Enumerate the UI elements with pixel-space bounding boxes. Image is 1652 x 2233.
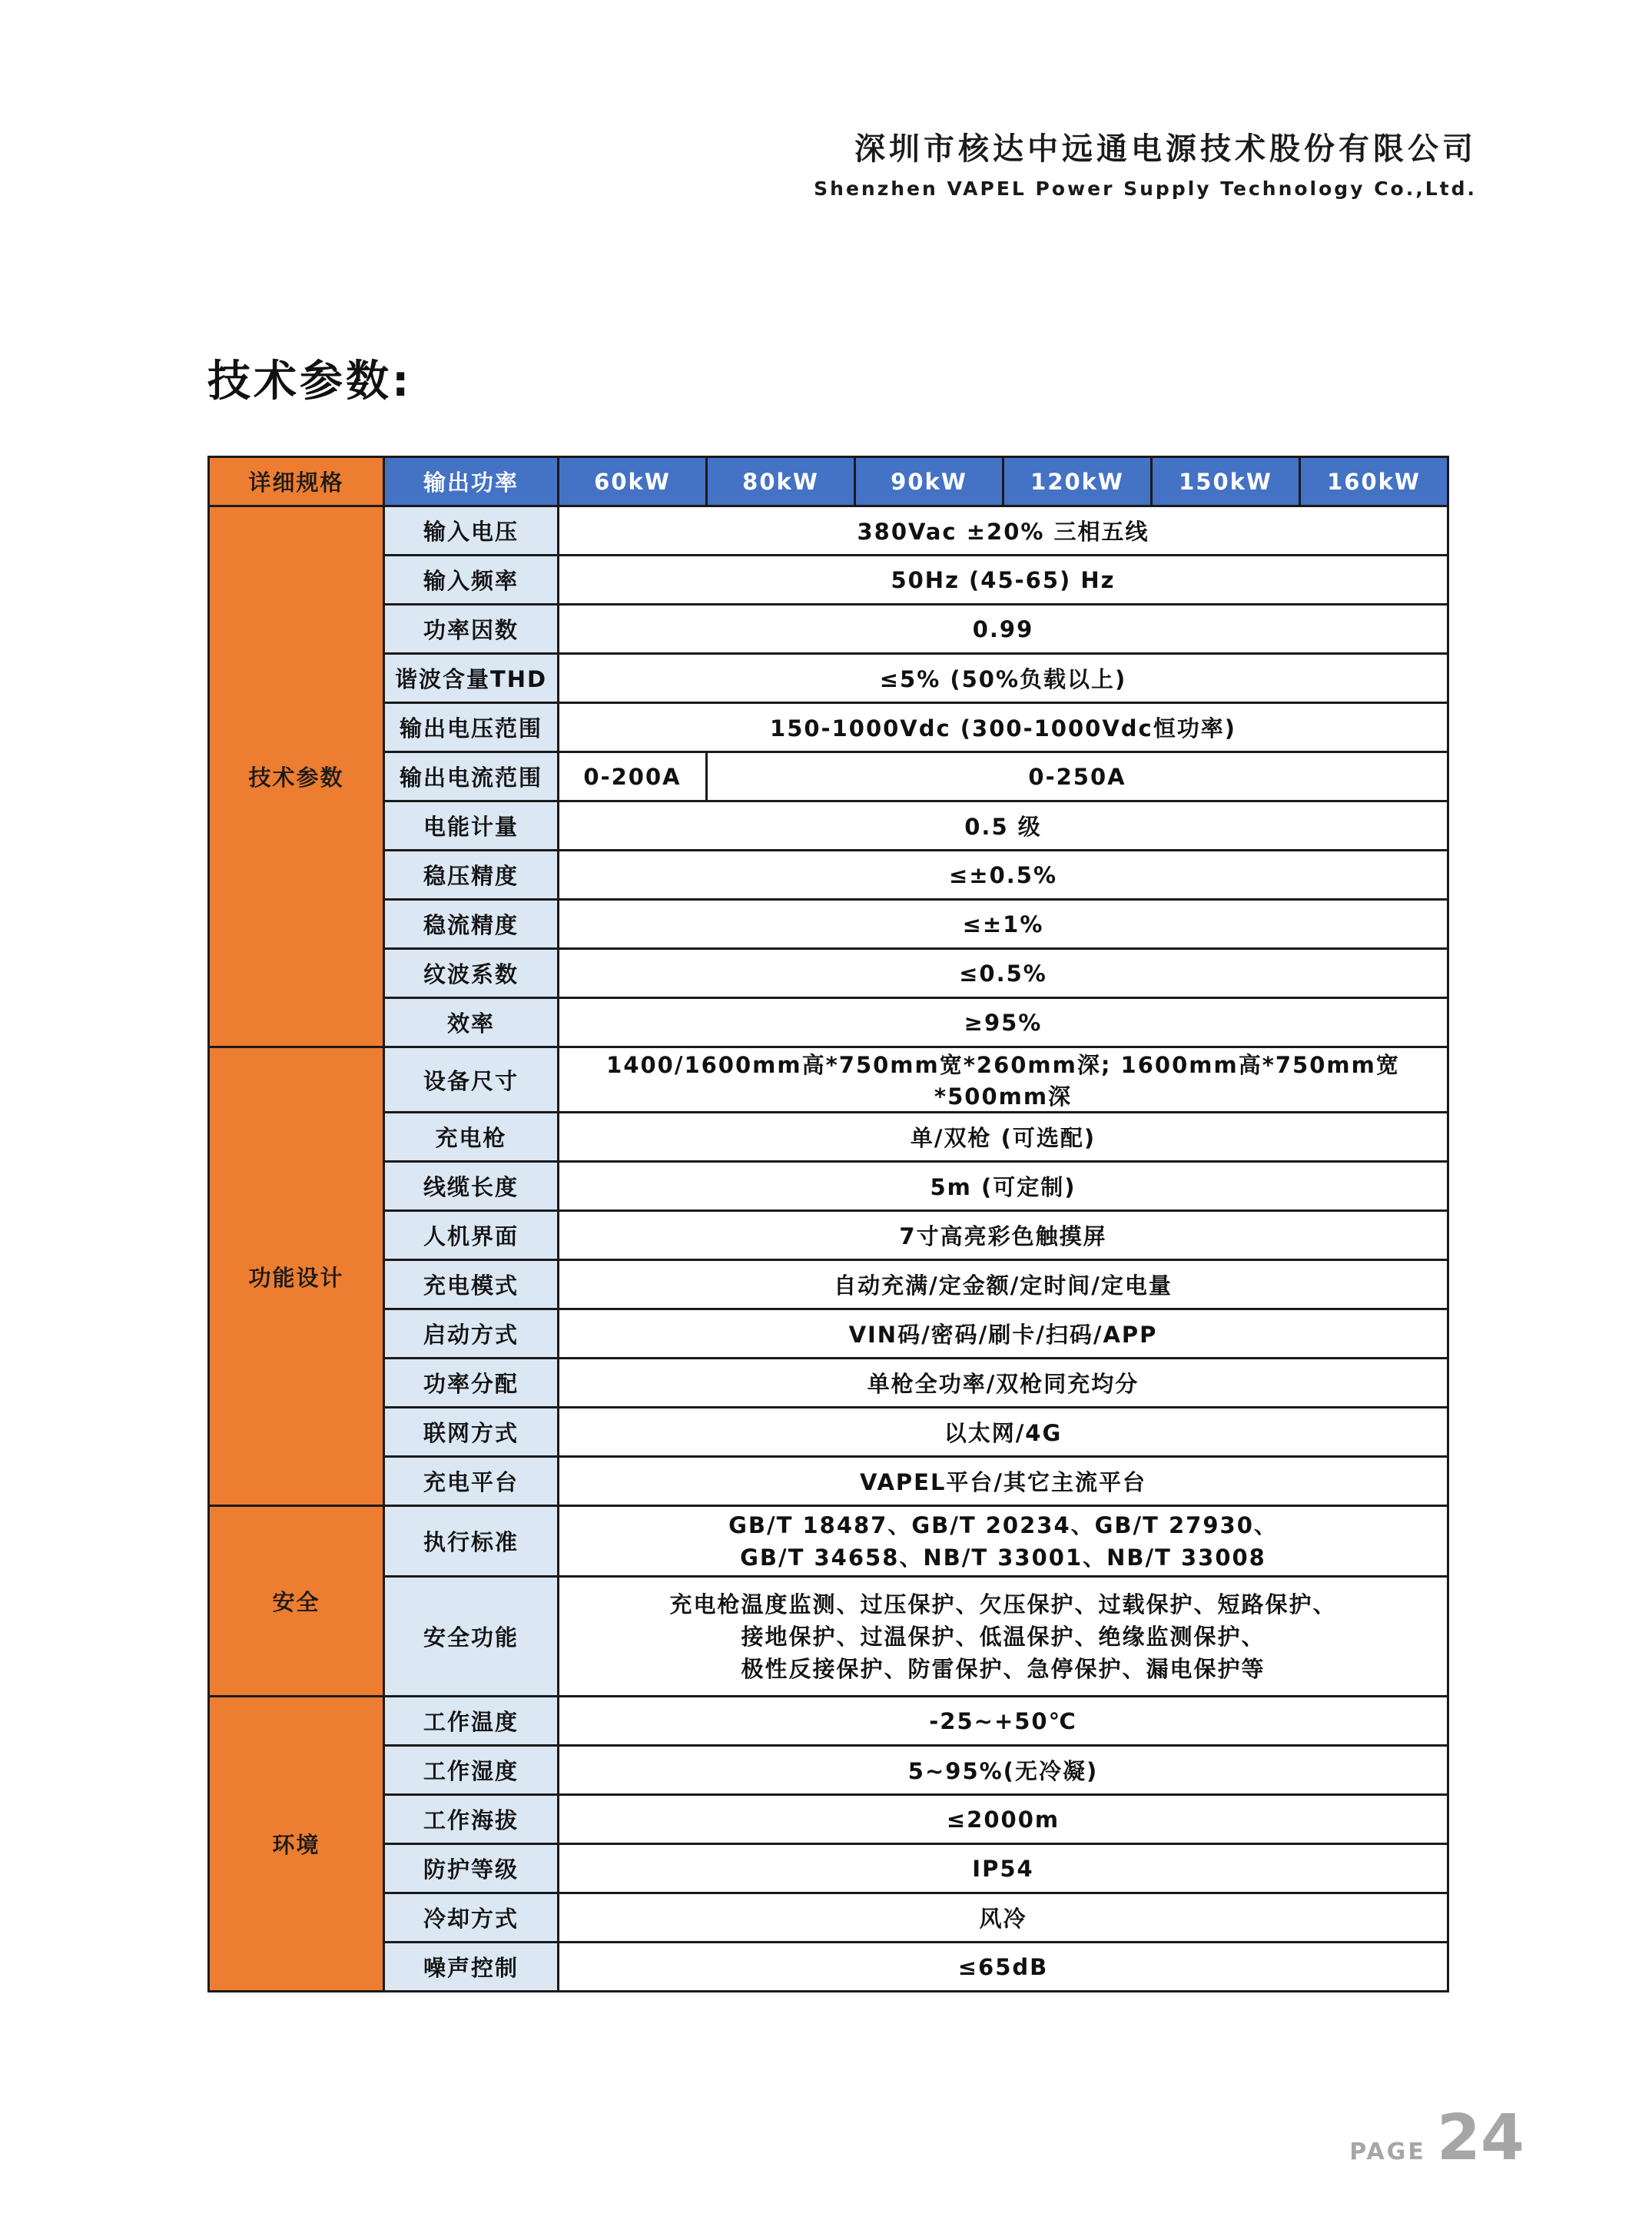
param-cell: 输出电压范围 — [384, 703, 559, 752]
param-cell: 工作海拔 — [384, 1795, 559, 1844]
table-row — [209, 900, 1448, 949]
model-header-cell: 150kW — [1152, 457, 1300, 506]
param-cell: 效率 — [384, 998, 559, 1047]
company-name-en: Shenzhen VAPEL Power Supply Technology Co.,Ltd. — [814, 178, 1477, 200]
param-cell: 纹波系数 — [384, 949, 559, 998]
table-row — [209, 752, 1448, 801]
model-header-cell: 60kW — [559, 457, 707, 506]
value-line: 极性反接保护、防雷保护、急停保护、漏电保护等 — [741, 1655, 1266, 1682]
value-cell: -25~+50℃ — [559, 1697, 1448, 1746]
value-cell: 单枪全功率/双枪同充均分 — [559, 1359, 1448, 1408]
table-row — [209, 1211, 1448, 1260]
table-row — [209, 1746, 1448, 1795]
page-label: PAGE — [1349, 2138, 1426, 2165]
param-cell: 设备尺寸 — [384, 1047, 559, 1113]
value-cell: 0.99 — [559, 605, 1448, 654]
param-cell: 执行标准 — [384, 1506, 559, 1577]
value-cell: 150-1000Vdc (300-1000Vdc恒功率) — [559, 703, 1448, 752]
param-cell: 充电枪 — [384, 1113, 559, 1162]
value-cell: 380Vac ±20% 三相五线 — [559, 506, 1448, 556]
model-header-cell: 80kW — [707, 457, 855, 506]
param-cell: 启动方式 — [384, 1309, 559, 1359]
value-cell: ≤65dB — [559, 1943, 1448, 1992]
table-row — [209, 1260, 1448, 1309]
table-row — [209, 556, 1448, 605]
param-cell: 人机界面 — [384, 1211, 559, 1260]
table-row — [209, 1457, 1448, 1506]
param-cell: 线缆长度 — [384, 1162, 559, 1211]
table-row — [209, 703, 1448, 752]
value-cell: 5~95%(无冷凝) — [559, 1746, 1448, 1795]
table-row — [209, 851, 1448, 900]
table-row — [209, 1359, 1448, 1408]
value-cell: 0.5 级 — [559, 801, 1448, 851]
param-cell: 噪声控制 — [384, 1943, 559, 1992]
value-line: 接地保护、过温保护、低温保护、绝缘监测保护、 — [741, 1623, 1266, 1650]
param-cell: 功率因数 — [384, 605, 559, 654]
value-line: GB/T 34658、NB/T 33001、NB/T 33008 — [740, 1544, 1266, 1571]
table-header-row — [209, 457, 1448, 506]
table-row — [209, 1697, 1448, 1746]
value-cell: 风冷 — [559, 1893, 1448, 1943]
table-row — [209, 654, 1448, 703]
param-cell: 输入电压 — [384, 506, 559, 556]
param-cell: 输出电流范围 — [384, 752, 559, 801]
table-row — [209, 1162, 1448, 1211]
table-row — [209, 801, 1448, 851]
table-row — [209, 1844, 1448, 1893]
value-cell: 5m (可定制) — [559, 1162, 1448, 1211]
table-row — [209, 1408, 1448, 1457]
param-cell: 充电模式 — [384, 1260, 559, 1309]
table-row — [209, 1893, 1448, 1943]
value-cell-other-models: 0-250A — [707, 752, 1448, 801]
value-cell: VAPEL平台/其它主流平台 — [559, 1457, 1448, 1506]
value-cell: ≤5% (50%负载以上) — [559, 654, 1448, 703]
value-cell: ≤0.5% — [559, 949, 1448, 998]
value-cell: 1400/1600mm高*750mm宽*260mm深; 1600mm高*750mm宽*500mm深 — [559, 1047, 1448, 1113]
header-param-cell: 输出功率 — [384, 457, 559, 506]
page-number-value: 24 — [1436, 2102, 1524, 2175]
value-cell: ≥95% — [559, 998, 1448, 1047]
table-row — [209, 1113, 1448, 1162]
param-cell: 安全功能 — [384, 1577, 559, 1697]
table-row — [209, 1506, 1448, 1577]
model-header-cell: 120kW — [1003, 457, 1152, 506]
table-row — [209, 605, 1448, 654]
value-line: 充电枪温度监测、过压保护、欠压保护、过载保护、短路保护、 — [669, 1591, 1337, 1618]
value-cell-60kw: 0-200A — [559, 752, 707, 801]
spec-table — [207, 456, 1449, 1992]
value-cell — [559, 1506, 1448, 1577]
param-cell: 工作温度 — [384, 1697, 559, 1746]
table-row — [209, 949, 1448, 998]
category-cell: 环境 — [209, 1697, 384, 1992]
param-cell: 稳压精度 — [384, 851, 559, 900]
value-cell: VIN码/密码/刷卡/扫码/APP — [559, 1309, 1448, 1359]
value-cell: 7寸高亮彩色触摸屏 — [559, 1211, 1448, 1260]
param-cell: 工作湿度 — [384, 1746, 559, 1795]
table-row — [209, 1795, 1448, 1844]
value-cell — [559, 1577, 1448, 1697]
category-cell: 技术参数 — [209, 506, 384, 1047]
value-cell: ≤±0.5% — [559, 851, 1448, 900]
company-name-cn: 深圳市核达中远通电源技术股份有限公司 — [854, 131, 1477, 167]
model-header-cell: 160kW — [1300, 457, 1448, 506]
value-cell: 50Hz (45-65) Hz — [559, 556, 1448, 605]
param-cell: 防护等级 — [384, 1844, 559, 1893]
table-row — [209, 506, 1448, 556]
param-cell: 谐波含量THD — [384, 654, 559, 703]
table-row — [209, 1943, 1448, 1992]
value-cell: IP54 — [559, 1844, 1448, 1893]
table-row — [209, 1309, 1448, 1359]
category-cell: 功能设计 — [209, 1047, 384, 1506]
param-cell: 充电平台 — [384, 1457, 559, 1506]
category-cell: 安全 — [209, 1506, 384, 1697]
param-cell: 电能计量 — [384, 801, 559, 851]
param-cell: 稳流精度 — [384, 900, 559, 949]
value-cell: ≤±1% — [559, 900, 1448, 949]
value-cell: ≤2000m — [559, 1795, 1448, 1844]
header-category-cell: 详细规格 — [209, 457, 384, 506]
model-header-cell: 90kW — [855, 457, 1003, 506]
company-header — [814, 124, 1477, 200]
param-cell: 冷却方式 — [384, 1893, 559, 1943]
value-cell: 自动充满/定金额/定时间/定电量 — [559, 1260, 1448, 1309]
value-cell: 单/双枪 (可选配) — [559, 1113, 1448, 1162]
param-cell: 功率分配 — [384, 1359, 559, 1408]
param-cell: 输入频率 — [384, 556, 559, 605]
table-row — [209, 1047, 1448, 1113]
page-number — [1349, 2102, 1524, 2175]
table-row — [209, 1577, 1448, 1697]
param-cell: 联网方式 — [384, 1408, 559, 1457]
value-line: GB/T 18487、GB/T 20234、GB/T 27930、 — [728, 1511, 1278, 1538]
value-cell: 以太网/4G — [559, 1408, 1448, 1457]
section-title: 技术参数: — [207, 357, 413, 406]
table-row — [209, 998, 1448, 1047]
